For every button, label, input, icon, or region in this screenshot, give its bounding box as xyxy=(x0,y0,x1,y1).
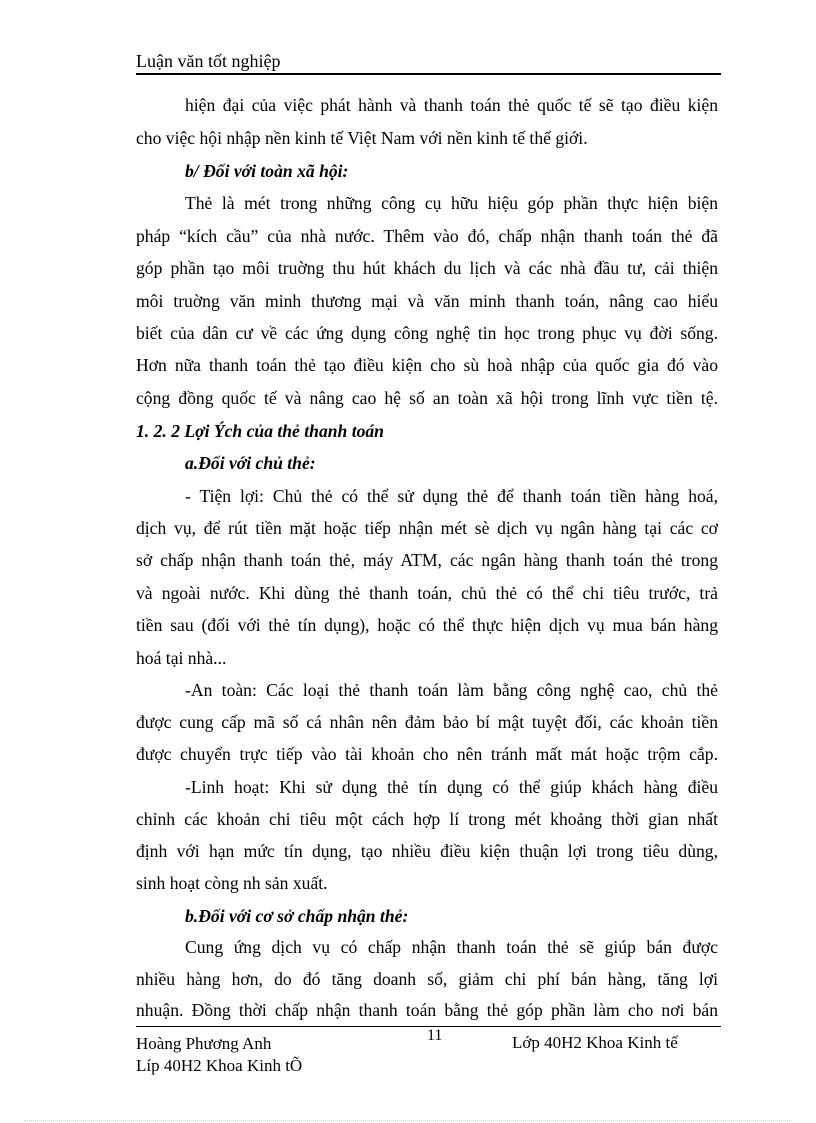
body-line: và ngoài nước. Khi dùng thẻ thanh toán, chủ thẻ có thể chi tiêu trước, trả xyxy=(136,583,718,603)
subsection-heading-cardholder: a.Đối với chủ thẻ: xyxy=(185,453,316,473)
body-line: dịch vụ, để rút tiền mặt hoặc tiếp nhận mét sè dịch vụ ngân hàng tại các cơ xyxy=(136,518,718,538)
body-line: - Tiện lợi: Chủ thẻ có thể sử dụng thẻ để thanh toán tiền hàng hoá, xyxy=(185,486,718,506)
section-heading-society: b/ Đối với toàn xã hội: xyxy=(185,161,349,181)
body-line: môi truờng văn minh thương mại và văn minh thanh toán, nâng cao hiểu xyxy=(136,291,718,311)
body-line: nhiều hàng hơn, do đó tăng doanh số, giảm chi phí bán hàng, tăng lợi xyxy=(136,969,718,989)
body-line: cho việc hội nhập nền kinh tế Việt Nam với nền kinh tế thế giới. xyxy=(136,128,588,148)
body-line: cộng đồng quốc tế và nâng cao hệ số an toàn xã hội trong lĩnh vực tiền tệ. xyxy=(136,388,718,408)
body-line: chỉnh các khoản chi tiêu một cách hợp lí trong mét khoảng thời gian nhất xyxy=(136,809,718,829)
section-heading-benefits: 1. 2. 2 Lợi Ých của thẻ thanh toán xyxy=(136,421,384,441)
body-line: định với hạn mức tín dụng, tạo nhiều điều kiện thuận lợi trong tiêu dùng, xyxy=(136,841,718,861)
body-line: được cung cấp mã số cá nhân nên đảm bảo bí mật tuyệt đối, các khoản tiền xyxy=(136,712,718,732)
footer-class-left: Líp 40H2 Khoa Kinh tÕ xyxy=(136,1056,303,1075)
footer-class-right: Lớp 40H2 Khoa Kinh tế xyxy=(512,1033,678,1052)
body-line: nhuận. Đồng thời chấp nhận thanh toán bằng thẻ góp phần làm cho nơi bán xyxy=(136,1000,718,1020)
body-line: -Linh hoạt: Khi sử dụng thẻ tín dụng có thể giúp khách hàng điều xyxy=(185,777,718,797)
body-line: tiền sau (đối với thẻ tín dụng), hoặc có thể thực hiện dịch vụ mua bán hàng xyxy=(136,615,718,635)
body-line: -An toàn: Các loại thẻ thanh toán làm bằng công nghệ cao, chủ thẻ xyxy=(185,680,718,700)
header-divider xyxy=(136,73,721,75)
body-line: biết của dân cư về các ứng dụng công nghệ tin học trong phục vụ đời sống. xyxy=(136,323,718,343)
body-line: Thẻ là mét trong những công cụ hữu hiệu góp phần thực hiện biện xyxy=(185,193,718,213)
body-line: Cung ứng dịch vụ có chấp nhận thanh toán thẻ sẽ giúp bán được xyxy=(185,937,718,957)
body-line: sở chấp nhận thanh toán thẻ, máy ATM, các ngân hàng thanh toán thẻ trong xyxy=(136,550,718,570)
running-header-title: Luận văn tốt nghiệp xyxy=(136,51,281,71)
body-line: được chuyển trực tiếp vào tài khoản cho nên tránh mất mát hoặc trộm cắp. xyxy=(136,744,718,764)
subsection-heading-merchant: b.Đối với cơ sở chấp nhận thẻ: xyxy=(185,906,409,926)
footer-author: Hoàng Phương Anh xyxy=(136,1034,272,1053)
body-line: góp phần tạo môi truờng thu hút khách du lịch và các nhà đầu tư, cải thiện xyxy=(136,258,718,278)
body-line: sinh hoạt còng nh sản xuất. xyxy=(136,873,328,893)
body-line: pháp “kích cầu” của nhà nước. Thêm vào đó, chấp nhận thanh toán thẻ đã xyxy=(136,226,718,246)
body-line: hoá tại nhà... xyxy=(136,648,227,668)
body-line: Hơn nữa thanh toán thẻ tạo điều kiện cho sù hoà nhập của quốc gia đó vào xyxy=(136,355,718,375)
page-number: 11 xyxy=(427,1027,443,1044)
page-bottom-dotted-edge xyxy=(24,1120,792,1121)
body-line: hiện đại của việc phát hành và thanh toán thẻ quốc tế sẽ tạo điều kiện xyxy=(185,95,718,115)
